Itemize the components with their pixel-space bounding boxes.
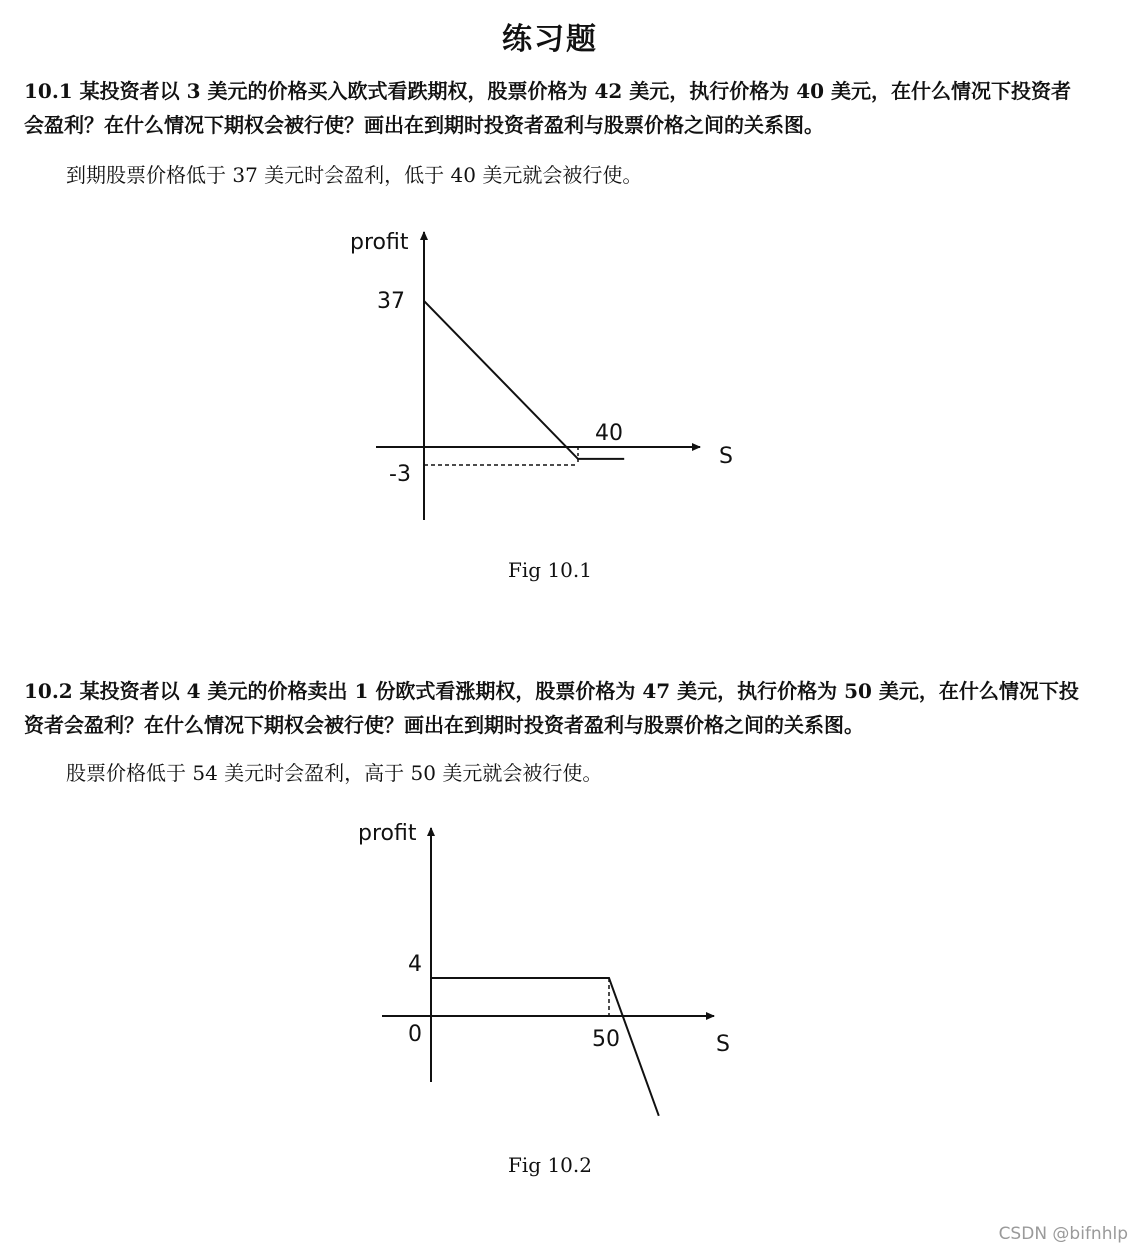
caption-fig-10-2: Fig 10.2 [508,1153,592,1177]
answer-10-2: 股票价格低于 54 美元时会盈利，高于 50 美元就会被行使。 [66,761,603,785]
figure-10-2 [0,600,1132,1200]
question-10-1: 10.1 某投资者以 3 美元的价格买入欧式看跌期权，股票价格为 42 美元，执行价格为 40 美元，在什么情况下投资者会盈利？在什么情况下期权会被行使？画出在到期时投资者盈利与股票价格之间的关系图。 [24,79,1072,137]
y-tick-4: 4 [408,952,422,977]
figure-10-1 [0,0,1132,600]
y-axis-label: profit [358,821,417,846]
x-tick-40: 40 [595,421,623,446]
x-axis-label: S [719,444,733,469]
payoff-line [431,978,659,1116]
question-10-2: 10.2 某投资者以 4 美元的价格卖出 1 份欧式看涨期权，股票价格为 47 美元，执行价格为 50 美元，在什么情况下投资者会盈利？在什么情况下期权会被行使？画出在到期时投资者盈利与股票价格之间的关系图。 [24,679,1079,737]
x-tick-50: 50 [592,1027,620,1052]
y-tick-37: 37 [377,289,405,314]
answer-10-1: 到期股票价格低于 37 美元时会盈利，低于 40 美元就会被行使。 [66,163,643,187]
caption-fig-10-1: Fig 10.1 [508,558,592,582]
y-axis-label: profit [350,230,409,255]
y-tick-minus3: -3 [389,462,411,487]
x-axis-label: S [716,1032,730,1057]
page-title: 练习题 [502,22,598,57]
watermark: CSDN @bifnhlp [998,1224,1128,1244]
origin-label: 0 [408,1022,422,1047]
